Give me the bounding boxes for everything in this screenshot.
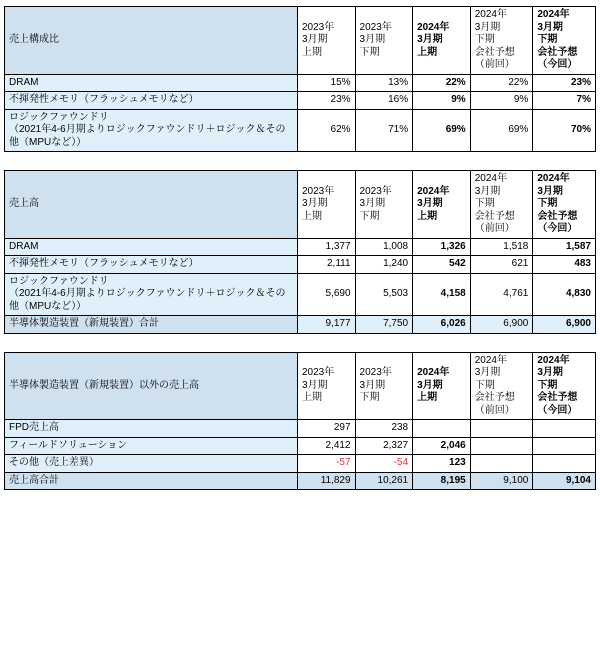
table-cell: 7,750 [355,316,413,334]
column-header-line: 2024年 [537,354,570,366]
table-row [5,420,596,438]
row-label-line: フィールドソリューション [9,439,128,451]
table-cell: 2,412 [297,437,355,455]
table-header-row [5,352,596,420]
column-header [355,171,413,239]
row-label-line: FPD売上高 [9,422,59,433]
row-label [5,437,298,455]
table-row [5,472,596,490]
column-header-line: （今回） [537,404,578,416]
column-header [297,171,355,239]
table-cell: 5,503 [355,273,413,316]
table-cell: 22% [413,74,471,92]
table-cell: 69% [413,109,471,152]
table-cell: 9,104 [533,472,596,490]
table-cell: 238 [355,420,413,438]
table-cell [470,455,533,473]
table-title: 半導体製造装置（新規装置）以外の売上高 [5,352,298,420]
table-cell [470,420,533,438]
table-cell: 4,158 [413,273,471,316]
column-header-line: 会社予想 [474,210,515,222]
column-header [355,352,413,420]
column-header-line: 2024年 [474,9,507,20]
column-header-line: 2023年 [301,367,335,378]
table-cell: 10,261 [355,472,413,490]
column-header-line: 3月期 [417,379,443,391]
table-cell: 9,177 [297,316,355,334]
table-cell: 1,518 [470,238,533,256]
column-header [355,7,413,75]
table-cell: 71% [355,109,413,152]
table-cell: 2,111 [297,256,355,274]
column-header-line: 2024年 [474,354,507,366]
column-header [533,352,596,420]
table-cell: 69% [470,109,533,152]
table-cell: 15% [297,74,355,92]
data-table [4,6,596,152]
column-header [413,171,471,239]
column-header-line: 会社予想 [474,392,515,403]
column-header-line: （前回） [474,404,515,416]
column-header [413,352,471,420]
table-cell: 1,008 [355,238,413,256]
table-cell: 621 [470,256,533,274]
column-header-line: 3月期 [359,198,386,209]
column-header-line: 3月期 [301,34,328,45]
column-header [297,7,355,75]
column-header-line: 2023年 [359,185,392,197]
row-label [5,455,298,473]
data-table [4,170,596,334]
row-label-line: その他（売上差異） [9,457,99,468]
table-cell: 16% [355,92,413,110]
row-label [5,273,298,316]
column-header [533,7,596,75]
column-header-line: 下期 [474,34,495,45]
table-cell [413,420,471,438]
table-cell: 62% [297,109,355,152]
column-header-line: 2024年 [417,185,450,197]
column-header-line: 会社予想 [474,46,515,58]
table-cell: 2,046 [413,437,471,455]
column-header-line: 2024年 [474,173,507,184]
table-cell [533,437,596,455]
table-cell: 23% [533,74,596,92]
column-header-line: 2023年 [301,185,335,197]
table-cell: 2,327 [355,437,413,455]
column-header [470,352,533,420]
column-header-line: 3月期 [474,21,501,33]
table-title: 売上構成比 [5,7,298,75]
column-header-line: 3月期 [537,185,563,197]
column-header-line: 2024年 [537,173,570,184]
table-cell: 6,900 [470,316,533,334]
column-header-line: （前回） [474,223,515,234]
table-header-row [5,171,596,239]
table-cell: 6,900 [533,316,596,334]
row-label-line: 不揮発性メモリ（フラッシュメモリなど） [9,258,199,269]
table-row [5,92,596,110]
column-header-line: 2024年 [537,9,570,20]
table-row [5,74,596,92]
column-header [470,7,533,75]
column-header-line: 下期 [359,46,380,58]
column-header-line: 上期 [301,210,322,222]
table-cell: -54 [355,455,413,473]
column-header-line: 2024年 [417,367,450,378]
column-header-line: 3月期 [359,34,386,45]
table-cell: 297 [297,420,355,438]
column-header [413,7,471,75]
column-header-line: 3月期 [417,198,443,209]
column-header-line: 下期 [537,198,558,209]
table-row [5,316,596,334]
table-row [5,455,596,473]
table-cell: 9,100 [470,472,533,490]
tables-container [4,6,596,490]
row-label [5,74,298,92]
row-label [5,92,298,110]
table-cell: 5,690 [297,273,355,316]
table-cell: 6,026 [413,316,471,334]
table-cell: 483 [533,256,596,274]
column-header-line: 会社予想 [537,46,578,58]
row-label [5,238,298,256]
table-cell: 1,377 [297,238,355,256]
data-table [4,352,596,491]
row-label-line: ロジックファウンドリ [9,275,109,287]
column-header-line: 会社予想 [537,210,578,222]
column-header-line: 2023年 [359,367,392,378]
table-cell: 1,240 [355,256,413,274]
table-row [5,273,596,316]
column-header-line: 3月期 [537,21,563,33]
table-row [5,437,596,455]
table-row [5,109,596,152]
column-header-line: 下期 [359,392,380,403]
column-header-line: 2024年 [417,21,450,33]
row-label-line: 売上高合計 [9,474,59,486]
column-header-line: 3月期 [417,34,443,45]
table-cell: 123 [413,455,471,473]
row-label-line: （2021年4-6月期よりロジックファウンドリ＋ロジック＆その他（MPUなど）） [9,124,286,148]
column-header-line: （今回） [537,59,578,70]
table-cell: -57 [297,455,355,473]
row-label-line: 不揮発性メモリ（フラッシュメモリなど） [9,94,199,105]
table-row [5,256,596,274]
row-label [5,472,298,490]
table-title: 売上高 [5,171,298,239]
table-cell: 1,326 [413,238,471,256]
column-header-line: 3月期 [359,379,386,391]
table-cell: 22% [470,74,533,92]
column-header-line: 3月期 [301,198,328,209]
table-cell: 70% [533,109,596,152]
row-label [5,256,298,274]
row-label-line: （2021年4-6月期よりロジックファウンドリ＋ロジック＆その他（MPUなど）） [9,288,286,312]
column-header-line: 下期 [537,34,558,45]
column-header-line: 下期 [537,379,558,391]
row-label-line: DRAM [9,76,39,88]
table-cell: 9% [413,92,471,110]
row-label [5,420,298,438]
column-header [533,171,596,239]
column-header-line: 上期 [417,46,438,58]
column-header-line: 2023年 [301,21,335,33]
table-cell [533,420,596,438]
column-header-line: 上期 [301,392,322,403]
table-cell: 8,195 [413,472,471,490]
row-label-line: ロジックファウンドリ [9,111,109,123]
table-cell [470,437,533,455]
table-cell: 4,761 [470,273,533,316]
column-header-line: （今回） [537,223,578,234]
column-header-line: 上期 [301,46,322,58]
column-header-line: 会社予想 [537,392,578,403]
column-header-line: 3月期 [474,185,501,197]
table-cell: 23% [297,92,355,110]
table-cell [533,455,596,473]
table-cell: 542 [413,256,471,274]
column-header-line: 下期 [474,198,495,209]
row-label [5,109,298,152]
row-label [5,316,298,334]
column-header-line: 3月期 [474,367,501,378]
column-header-line: 3月期 [537,367,563,378]
table-cell: 9% [470,92,533,110]
column-header [297,352,355,420]
column-header-line: 下期 [359,210,380,222]
table-cell: 4,830 [533,273,596,316]
column-header [470,171,533,239]
column-header-line: 上期 [417,210,438,222]
table-cell: 7% [533,92,596,110]
table-cell: 1,587 [533,238,596,256]
table-row [5,238,596,256]
column-header-line: 2023年 [359,21,392,33]
column-header-line: （前回） [474,59,515,70]
column-header-line: 3月期 [301,379,328,391]
table-header-row [5,7,596,75]
row-label-line: 半導体製造装置（新規装置）合計 [9,318,159,329]
column-header-line: 下期 [474,379,495,391]
table-cell: 13% [355,74,413,92]
column-header-line: 上期 [417,392,438,403]
row-label-line: DRAM [9,240,39,252]
table-cell: 11,829 [297,472,355,490]
